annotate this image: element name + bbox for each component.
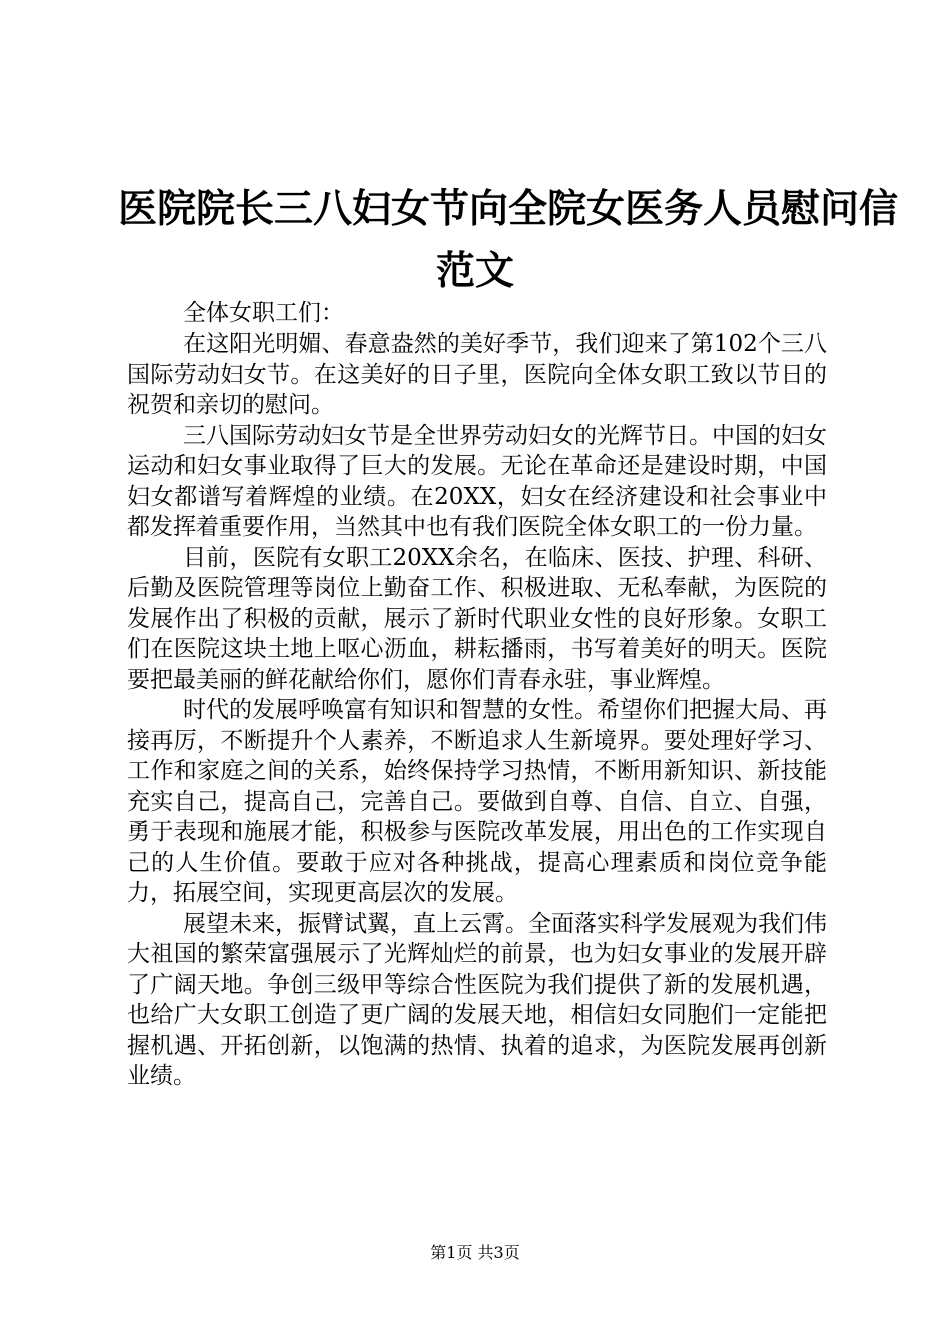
title-line-2: 范文 [435, 248, 514, 294]
letter-body [127, 298, 827, 1092]
paragraph-5: 展望未来，振臂试翼，直上云霄。全面落实科学发展观为我们伟大祖国的繁荣富强展示了光辉灿烂的前景，也为妇女事业的发展开辟了广阔天地。争创三级甲等综合性医院为我们提供了新的发展机遇，也给广大女职工创造了更广阔的发展天地，相信妇女同胞们一定能把握机遇、开拓创新，以饱满的热情、执着的追求，为医院发展再创新业绩。 [127, 910, 827, 1089]
title-line-1: 医院院长三八妇女节向全院女医务人员慰问信 [118, 186, 899, 232]
salutation: 全体女职工们： [183, 300, 344, 326]
paragraph-4: 时代的发展呼唤富有知识和智慧的女性。希望你们把握大局、再接再厉，不断提升个人素养，不断追求人生新境界。要处理好学习、工作和家庭之间的关系，始终保持学习热情，不断用新知识、新技能充实自己，提高自己，完善自己。要做到自尊、自信、自立、自强，勇于表现和施展才能，积极参与医院改革发展，用出色的工作实现自己的人生价值。要敢于应对各种挑战，提高心理素质和岗位竞争能力，拓展空间，实现更高层次的发展。 [127, 697, 827, 906]
paragraph-1: 在这阳光明媚、春意盎然的美好季节，我们迎来了第102个三八国际劳动妇女节。在这美好的日子里，医院向全体女职工致以节日的祝贺和亲切的慰问。 [127, 331, 827, 418]
paragraph-3: 目前，医院有女职工20XX余名，在临床、医技、护理、科研、后勤及医院管理等岗位上勤奋工作、积极进取、无私奉献，为医院的发展作出了积极的贡献，展示了新时代职业女性的良好形象。女职工们在医院这块土地上呕心沥血，耕耘播雨，书写着美好的明天。医院要把最美丽的鲜花献给你们，愿你们青春永驻，事业辉煌。 [127, 544, 827, 693]
document-title [118, 178, 899, 302]
page-number-footer: 第1页 共3页 [430, 1243, 520, 1262]
paragraph-2: 三八国际劳动妇女节是全世界劳动妇女的光辉节日。中国的妇女运动和妇女事业取得了巨大的发展。无论在革命还是建设时期，中国妇女都谱写着辉煌的业绩。在20XX，妇女在经济建设和社会事业中都发挥着重要作用，当然其中也有我们医院全体女职工的一份力量。 [127, 422, 827, 540]
